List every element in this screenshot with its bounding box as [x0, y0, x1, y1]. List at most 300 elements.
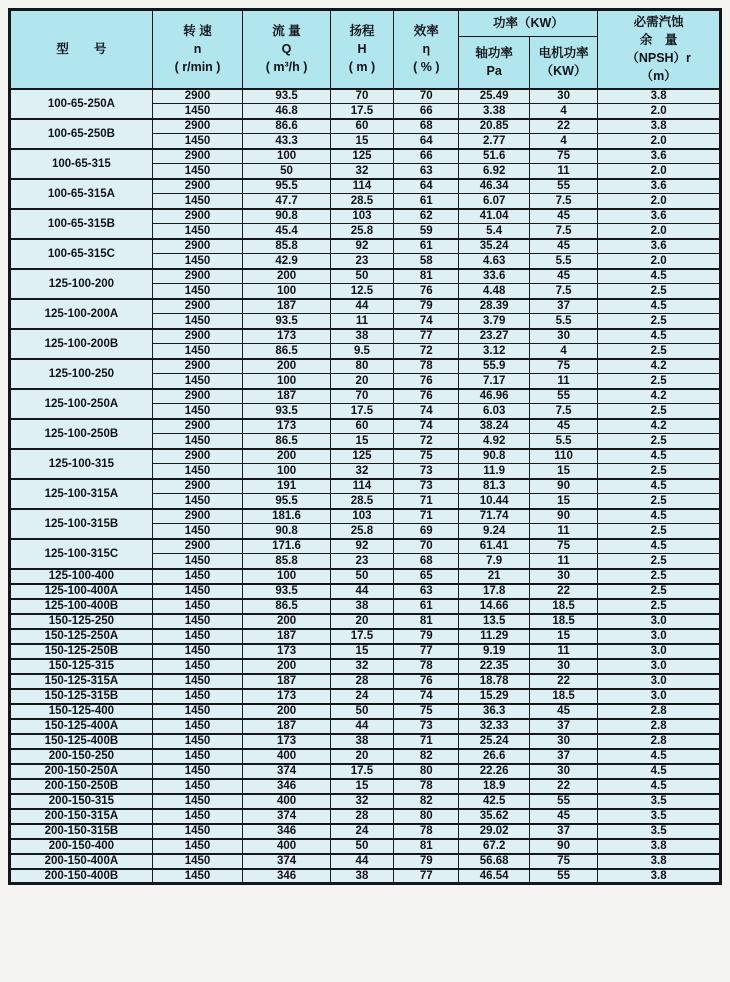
data-cell-speed: 2900 [152, 509, 243, 524]
data-cell-motor-power: 11 [529, 554, 597, 569]
data-cell-efficiency: 66 [394, 104, 459, 119]
data-cell-efficiency: 76 [394, 284, 459, 299]
table-row [10, 539, 721, 554]
data-cell-shaft-power: 23.27 [459, 329, 529, 344]
model-cell: 100-65-250B [10, 119, 153, 149]
data-cell-speed: 1450 [152, 704, 243, 719]
data-cell-efficiency: 76 [394, 674, 459, 689]
data-cell-motor-power: 90 [529, 479, 597, 494]
model-cell: 200-150-250A [10, 764, 153, 779]
table-row [10, 389, 721, 404]
data-cell-shaft-power: 4.63 [459, 254, 529, 269]
data-cell-head: 32 [330, 464, 393, 479]
data-cell-head: 23 [330, 554, 393, 569]
data-cell-efficiency: 77 [394, 869, 459, 884]
col-header-model [10, 10, 153, 89]
data-cell-npsh: 4.5 [598, 764, 721, 779]
model-cell: 150-125-400 [10, 704, 153, 719]
data-cell-speed: 1450 [152, 524, 243, 539]
data-cell-head: 17.5 [330, 764, 393, 779]
data-cell-shaft-power: 7.9 [459, 554, 529, 569]
model-cell: 150-125-400B [10, 734, 153, 749]
data-cell-motor-power: 15 [529, 494, 597, 509]
data-cell-head: 28.5 [330, 494, 393, 509]
table-row [10, 629, 721, 644]
data-cell-motor-power: 75 [529, 539, 597, 554]
data-cell-speed: 1450 [152, 779, 243, 794]
table-row [10, 749, 721, 764]
col-header-motor-power [529, 37, 597, 89]
data-cell-shaft-power: 10.44 [459, 494, 529, 509]
data-cell-head: 25.8 [330, 224, 393, 239]
data-cell-speed: 1450 [152, 839, 243, 854]
data-cell-npsh: 4.5 [598, 269, 721, 284]
data-cell-efficiency: 61 [394, 239, 459, 254]
table-row [10, 299, 721, 314]
data-cell-motor-power: 22 [529, 119, 597, 134]
data-cell-shaft-power: 17.8 [459, 584, 529, 599]
data-cell-head: 17.5 [330, 629, 393, 644]
data-cell-flow: 173 [243, 734, 330, 749]
model-cell: 200-150-400B [10, 869, 153, 884]
data-cell-npsh: 3.8 [598, 119, 721, 134]
data-cell-efficiency: 66 [394, 149, 459, 164]
table-row [10, 614, 721, 629]
data-cell-flow: 200 [243, 704, 330, 719]
npsh-header-line4: （m） [640, 69, 677, 84]
data-cell-flow: 173 [243, 329, 330, 344]
data-cell-speed: 1450 [152, 674, 243, 689]
table-row [10, 119, 721, 134]
data-cell-flow: 374 [243, 854, 330, 869]
data-cell-shaft-power: 3.79 [459, 314, 529, 329]
data-cell-speed: 1450 [152, 719, 243, 734]
table-row [10, 734, 721, 749]
data-cell-flow: 85.8 [243, 239, 330, 254]
data-cell-shaft-power: 3.38 [459, 104, 529, 119]
table-row [10, 359, 721, 374]
model-cell: 200-150-400 [10, 839, 153, 854]
data-cell-head: 12.5 [330, 284, 393, 299]
data-cell-efficiency: 77 [394, 329, 459, 344]
model-cell: 150-125-250B [10, 644, 153, 659]
data-cell-speed: 1450 [152, 659, 243, 674]
data-cell-shaft-power: 36.3 [459, 704, 529, 719]
data-cell-speed: 1450 [152, 374, 243, 389]
data-cell-shaft-power: 14.66 [459, 599, 529, 614]
data-cell-shaft-power: 38.24 [459, 419, 529, 434]
data-cell-speed: 2900 [152, 479, 243, 494]
data-cell-motor-power: 30 [529, 734, 597, 749]
data-cell-shaft-power: 2.77 [459, 134, 529, 149]
data-cell-head: 20 [330, 614, 393, 629]
data-cell-head: 38 [330, 599, 393, 614]
table-row [10, 764, 721, 779]
data-cell-shaft-power: 21 [459, 569, 529, 584]
model-cell: 125-100-200 [10, 269, 153, 299]
data-cell-npsh: 4.5 [598, 479, 721, 494]
data-cell-motor-power: 37 [529, 749, 597, 764]
speed-header-unit: ( r/min ) [174, 60, 221, 75]
data-cell-shaft-power: 4.92 [459, 434, 529, 449]
data-cell-npsh: 2.5 [598, 599, 721, 614]
col-header-speed [152, 10, 243, 89]
data-cell-efficiency: 73 [394, 464, 459, 479]
data-cell-motor-power: 45 [529, 704, 597, 719]
data-cell-flow: 90.8 [243, 524, 330, 539]
data-cell-npsh: 4.5 [598, 449, 721, 464]
data-cell-motor-power: 55 [529, 794, 597, 809]
model-cell: 125-100-200A [10, 299, 153, 329]
data-cell-head: 92 [330, 539, 393, 554]
head-header-unit: ( m ) [348, 60, 376, 75]
table-row [10, 794, 721, 809]
data-cell-head: 70 [330, 389, 393, 404]
speed-header-symbol: n [193, 42, 202, 57]
data-cell-shaft-power: 6.92 [459, 164, 529, 179]
data-cell-motor-power: 45 [529, 239, 597, 254]
data-cell-npsh: 3.5 [598, 794, 721, 809]
data-cell-speed: 1450 [152, 464, 243, 479]
model-cell: 125-100-400 [10, 569, 153, 584]
data-cell-speed: 1450 [152, 494, 243, 509]
table-row [10, 239, 721, 254]
data-cell-head: 50 [330, 269, 393, 284]
head-header-name: 扬程 [349, 24, 375, 39]
data-cell-speed: 1450 [152, 734, 243, 749]
table-row [10, 644, 721, 659]
model-cell: 200-150-250 [10, 749, 153, 764]
data-cell-motor-power: 90 [529, 839, 597, 854]
data-cell-shaft-power: 20.85 [459, 119, 529, 134]
data-cell-flow: 173 [243, 644, 330, 659]
data-cell-head: 9.5 [330, 344, 393, 359]
data-cell-shaft-power: 22.35 [459, 659, 529, 674]
data-cell-head: 15 [330, 779, 393, 794]
data-cell-motor-power: 22 [529, 584, 597, 599]
motor-power-header-unit: （KW） [540, 64, 587, 79]
data-cell-efficiency: 71 [394, 734, 459, 749]
data-cell-npsh: 3.8 [598, 839, 721, 854]
data-cell-efficiency: 78 [394, 359, 459, 374]
efficiency-header-name: 效率 [413, 24, 439, 39]
data-cell-head: 103 [330, 209, 393, 224]
data-cell-speed: 2900 [152, 239, 243, 254]
col-header-power-group: 功率（KW） [459, 10, 598, 37]
model-cell: 200-150-315B [10, 824, 153, 839]
data-cell-shaft-power: 11.29 [459, 629, 529, 644]
model-cell: 125-100-315A [10, 479, 153, 509]
data-cell-npsh: 2.0 [598, 104, 721, 119]
data-cell-shaft-power: 55.9 [459, 359, 529, 374]
data-cell-motor-power: 4 [529, 344, 597, 359]
data-cell-efficiency: 82 [394, 794, 459, 809]
data-cell-speed: 1450 [152, 809, 243, 824]
col-header-shaft-power [459, 37, 529, 89]
data-cell-flow: 86.5 [243, 599, 330, 614]
data-cell-npsh: 3.6 [598, 209, 721, 224]
data-cell-npsh: 2.0 [598, 254, 721, 269]
data-cell-head: 114 [330, 179, 393, 194]
data-cell-efficiency: 64 [394, 134, 459, 149]
col-header-efficiency [394, 10, 459, 89]
data-cell-flow: 187 [243, 629, 330, 644]
table-header [10, 10, 721, 89]
data-cell-flow: 47.7 [243, 194, 330, 209]
data-cell-shaft-power: 13.5 [459, 614, 529, 629]
data-cell-efficiency: 62 [394, 209, 459, 224]
data-cell-motor-power: 55 [529, 179, 597, 194]
data-cell-npsh: 3.5 [598, 809, 721, 824]
data-cell-speed: 1450 [152, 104, 243, 119]
data-cell-speed: 1450 [152, 794, 243, 809]
model-cell: 100-65-315B [10, 209, 153, 239]
data-cell-motor-power: 45 [529, 809, 597, 824]
data-cell-shaft-power: 9.19 [459, 644, 529, 659]
data-cell-motor-power: 7.5 [529, 284, 597, 299]
data-cell-speed: 1450 [152, 134, 243, 149]
data-cell-npsh: 3.6 [598, 179, 721, 194]
data-cell-npsh: 2.0 [598, 134, 721, 149]
data-cell-efficiency: 79 [394, 854, 459, 869]
efficiency-header-unit: ( % ) [413, 60, 440, 75]
data-cell-motor-power: 37 [529, 719, 597, 734]
data-cell-npsh: 2.0 [598, 224, 721, 239]
data-cell-flow: 200 [243, 269, 330, 284]
data-cell-head: 20 [330, 374, 393, 389]
data-cell-speed: 1450 [152, 164, 243, 179]
model-cell: 100-65-250A [10, 89, 153, 119]
data-cell-motor-power: 4 [529, 104, 597, 119]
col-header-head [330, 10, 393, 89]
data-cell-flow: 100 [243, 569, 330, 584]
model-cell: 150-125-250 [10, 614, 153, 629]
data-cell-flow: 93.5 [243, 89, 330, 104]
data-cell-npsh: 3.8 [598, 89, 721, 104]
data-cell-motor-power: 5.5 [529, 254, 597, 269]
data-cell-npsh: 2.5 [598, 374, 721, 389]
data-cell-speed: 1450 [152, 194, 243, 209]
table-row [10, 329, 721, 344]
data-cell-efficiency: 61 [394, 194, 459, 209]
table-row [10, 704, 721, 719]
data-cell-efficiency: 70 [394, 539, 459, 554]
data-cell-head: 11 [330, 314, 393, 329]
data-cell-efficiency: 82 [394, 749, 459, 764]
data-cell-npsh: 4.2 [598, 359, 721, 374]
data-cell-motor-power: 7.5 [529, 404, 597, 419]
data-cell-head: 60 [330, 419, 393, 434]
shaft-power-header-name: 轴功率 [475, 46, 513, 61]
col-header-flow [243, 10, 330, 89]
data-cell-efficiency: 59 [394, 224, 459, 239]
data-cell-flow: 45.4 [243, 224, 330, 239]
data-cell-npsh: 3.6 [598, 239, 721, 254]
model-cell: 125-100-200B [10, 329, 153, 359]
data-cell-head: 50 [330, 839, 393, 854]
data-cell-speed: 2900 [152, 329, 243, 344]
data-cell-shaft-power: 6.03 [459, 404, 529, 419]
data-cell-efficiency: 74 [394, 404, 459, 419]
data-cell-flow: 95.5 [243, 179, 330, 194]
data-cell-motor-power: 22 [529, 674, 597, 689]
data-cell-head: 125 [330, 449, 393, 464]
efficiency-header-symbol: η [422, 42, 431, 57]
npsh-header-line1: 必需汽蚀 [633, 15, 684, 29]
model-cell: 200-150-250B [10, 779, 153, 794]
data-cell-head: 114 [330, 479, 393, 494]
data-cell-shaft-power: 67.2 [459, 839, 529, 854]
data-cell-speed: 2900 [152, 89, 243, 104]
data-cell-speed: 2900 [152, 209, 243, 224]
model-cell: 125-100-400B [10, 599, 153, 614]
table-row [10, 419, 721, 434]
data-cell-flow: 93.5 [243, 584, 330, 599]
data-cell-npsh: 4.5 [598, 299, 721, 314]
data-cell-shaft-power: 11.9 [459, 464, 529, 479]
data-cell-shaft-power: 18.78 [459, 674, 529, 689]
data-cell-shaft-power: 5.4 [459, 224, 529, 239]
data-cell-npsh: 3.5 [598, 824, 721, 839]
data-cell-speed: 1450 [152, 224, 243, 239]
data-cell-flow: 200 [243, 614, 330, 629]
table-row [10, 209, 721, 224]
data-cell-speed: 1450 [152, 404, 243, 419]
data-cell-motor-power: 7.5 [529, 224, 597, 239]
data-cell-head: 70 [330, 89, 393, 104]
data-cell-motor-power: 15 [529, 464, 597, 479]
model-cell: 150-125-250A [10, 629, 153, 644]
data-cell-motor-power: 45 [529, 209, 597, 224]
data-cell-head: 50 [330, 704, 393, 719]
data-cell-speed: 2900 [152, 269, 243, 284]
data-cell-motor-power: 7.5 [529, 194, 597, 209]
table-row [10, 179, 721, 194]
data-cell-npsh: 2.5 [598, 344, 721, 359]
data-cell-efficiency: 70 [394, 89, 459, 104]
table-row [10, 869, 721, 884]
data-cell-npsh: 3.0 [598, 629, 721, 644]
data-cell-head: 28 [330, 809, 393, 824]
data-cell-efficiency: 71 [394, 509, 459, 524]
data-cell-motor-power: 11 [529, 374, 597, 389]
data-cell-head: 60 [330, 119, 393, 134]
data-cell-head: 38 [330, 869, 393, 884]
data-cell-speed: 2900 [152, 119, 243, 134]
data-cell-shaft-power: 26.6 [459, 749, 529, 764]
data-cell-shaft-power: 42.5 [459, 794, 529, 809]
table-row [10, 599, 721, 614]
data-cell-head: 125 [330, 149, 393, 164]
data-cell-shaft-power: 35.62 [459, 809, 529, 824]
data-cell-motor-power: 55 [529, 869, 597, 884]
data-cell-shaft-power: 22.26 [459, 764, 529, 779]
table-row [10, 719, 721, 734]
table-row [10, 89, 721, 104]
table-row [10, 449, 721, 464]
pump-spec-table [8, 8, 722, 885]
table-row [10, 839, 721, 854]
data-cell-flow: 100 [243, 464, 330, 479]
data-cell-motor-power: 30 [529, 764, 597, 779]
data-cell-flow: 100 [243, 374, 330, 389]
data-cell-efficiency: 74 [394, 689, 459, 704]
data-cell-efficiency: 72 [394, 344, 459, 359]
data-cell-flow: 187 [243, 299, 330, 314]
data-cell-flow: 42.9 [243, 254, 330, 269]
data-cell-flow: 86.5 [243, 434, 330, 449]
data-cell-motor-power: 11 [529, 524, 597, 539]
table-row [10, 509, 721, 524]
table-row [10, 824, 721, 839]
data-cell-efficiency: 58 [394, 254, 459, 269]
data-cell-head: 44 [330, 584, 393, 599]
data-cell-efficiency: 73 [394, 479, 459, 494]
table-row [10, 689, 721, 704]
data-cell-flow: 187 [243, 389, 330, 404]
model-cell: 200-150-315A [10, 809, 153, 824]
data-cell-speed: 1450 [152, 599, 243, 614]
data-cell-npsh: 2.5 [598, 404, 721, 419]
data-cell-shaft-power: 51.6 [459, 149, 529, 164]
data-cell-shaft-power: 15.29 [459, 689, 529, 704]
data-cell-motor-power: 11 [529, 644, 597, 659]
data-cell-motor-power: 15 [529, 629, 597, 644]
data-cell-head: 103 [330, 509, 393, 524]
data-cell-shaft-power: 25.49 [459, 89, 529, 104]
data-cell-flow: 374 [243, 809, 330, 824]
model-cell: 125-100-250B [10, 419, 153, 449]
model-cell: 200-150-315 [10, 794, 153, 809]
data-cell-motor-power: 37 [529, 299, 597, 314]
data-cell-speed: 1450 [152, 554, 243, 569]
data-cell-flow: 100 [243, 284, 330, 299]
data-cell-speed: 1450 [152, 434, 243, 449]
data-cell-shaft-power: 18.9 [459, 779, 529, 794]
data-cell-shaft-power: 3.12 [459, 344, 529, 359]
data-cell-flow: 90.8 [243, 209, 330, 224]
data-cell-efficiency: 81 [394, 839, 459, 854]
data-cell-head: 20 [330, 749, 393, 764]
data-cell-motor-power: 5.5 [529, 314, 597, 329]
data-cell-efficiency: 65 [394, 569, 459, 584]
data-cell-efficiency: 80 [394, 764, 459, 779]
data-cell-motor-power: 11 [529, 164, 597, 179]
flow-header-unit: ( m³/h ) [265, 60, 308, 75]
shaft-power-header-symbol: Pa [486, 64, 502, 79]
data-cell-speed: 1450 [152, 644, 243, 659]
data-cell-npsh: 4.2 [598, 419, 721, 434]
data-cell-head: 44 [330, 719, 393, 734]
data-cell-flow: 200 [243, 659, 330, 674]
data-cell-efficiency: 79 [394, 299, 459, 314]
table-row [10, 809, 721, 824]
data-cell-speed: 2900 [152, 539, 243, 554]
data-cell-flow: 191 [243, 479, 330, 494]
data-cell-head: 50 [330, 569, 393, 584]
data-cell-shaft-power: 46.54 [459, 869, 529, 884]
data-cell-flow: 100 [243, 149, 330, 164]
data-cell-flow: 346 [243, 824, 330, 839]
data-cell-speed: 2900 [152, 179, 243, 194]
data-cell-speed: 1450 [152, 569, 243, 584]
data-cell-npsh: 2.0 [598, 194, 721, 209]
model-cell: 150-125-315A [10, 674, 153, 689]
data-cell-speed: 2900 [152, 389, 243, 404]
data-cell-head: 15 [330, 434, 393, 449]
data-cell-shaft-power: 28.39 [459, 299, 529, 314]
data-cell-flow: 43.3 [243, 134, 330, 149]
